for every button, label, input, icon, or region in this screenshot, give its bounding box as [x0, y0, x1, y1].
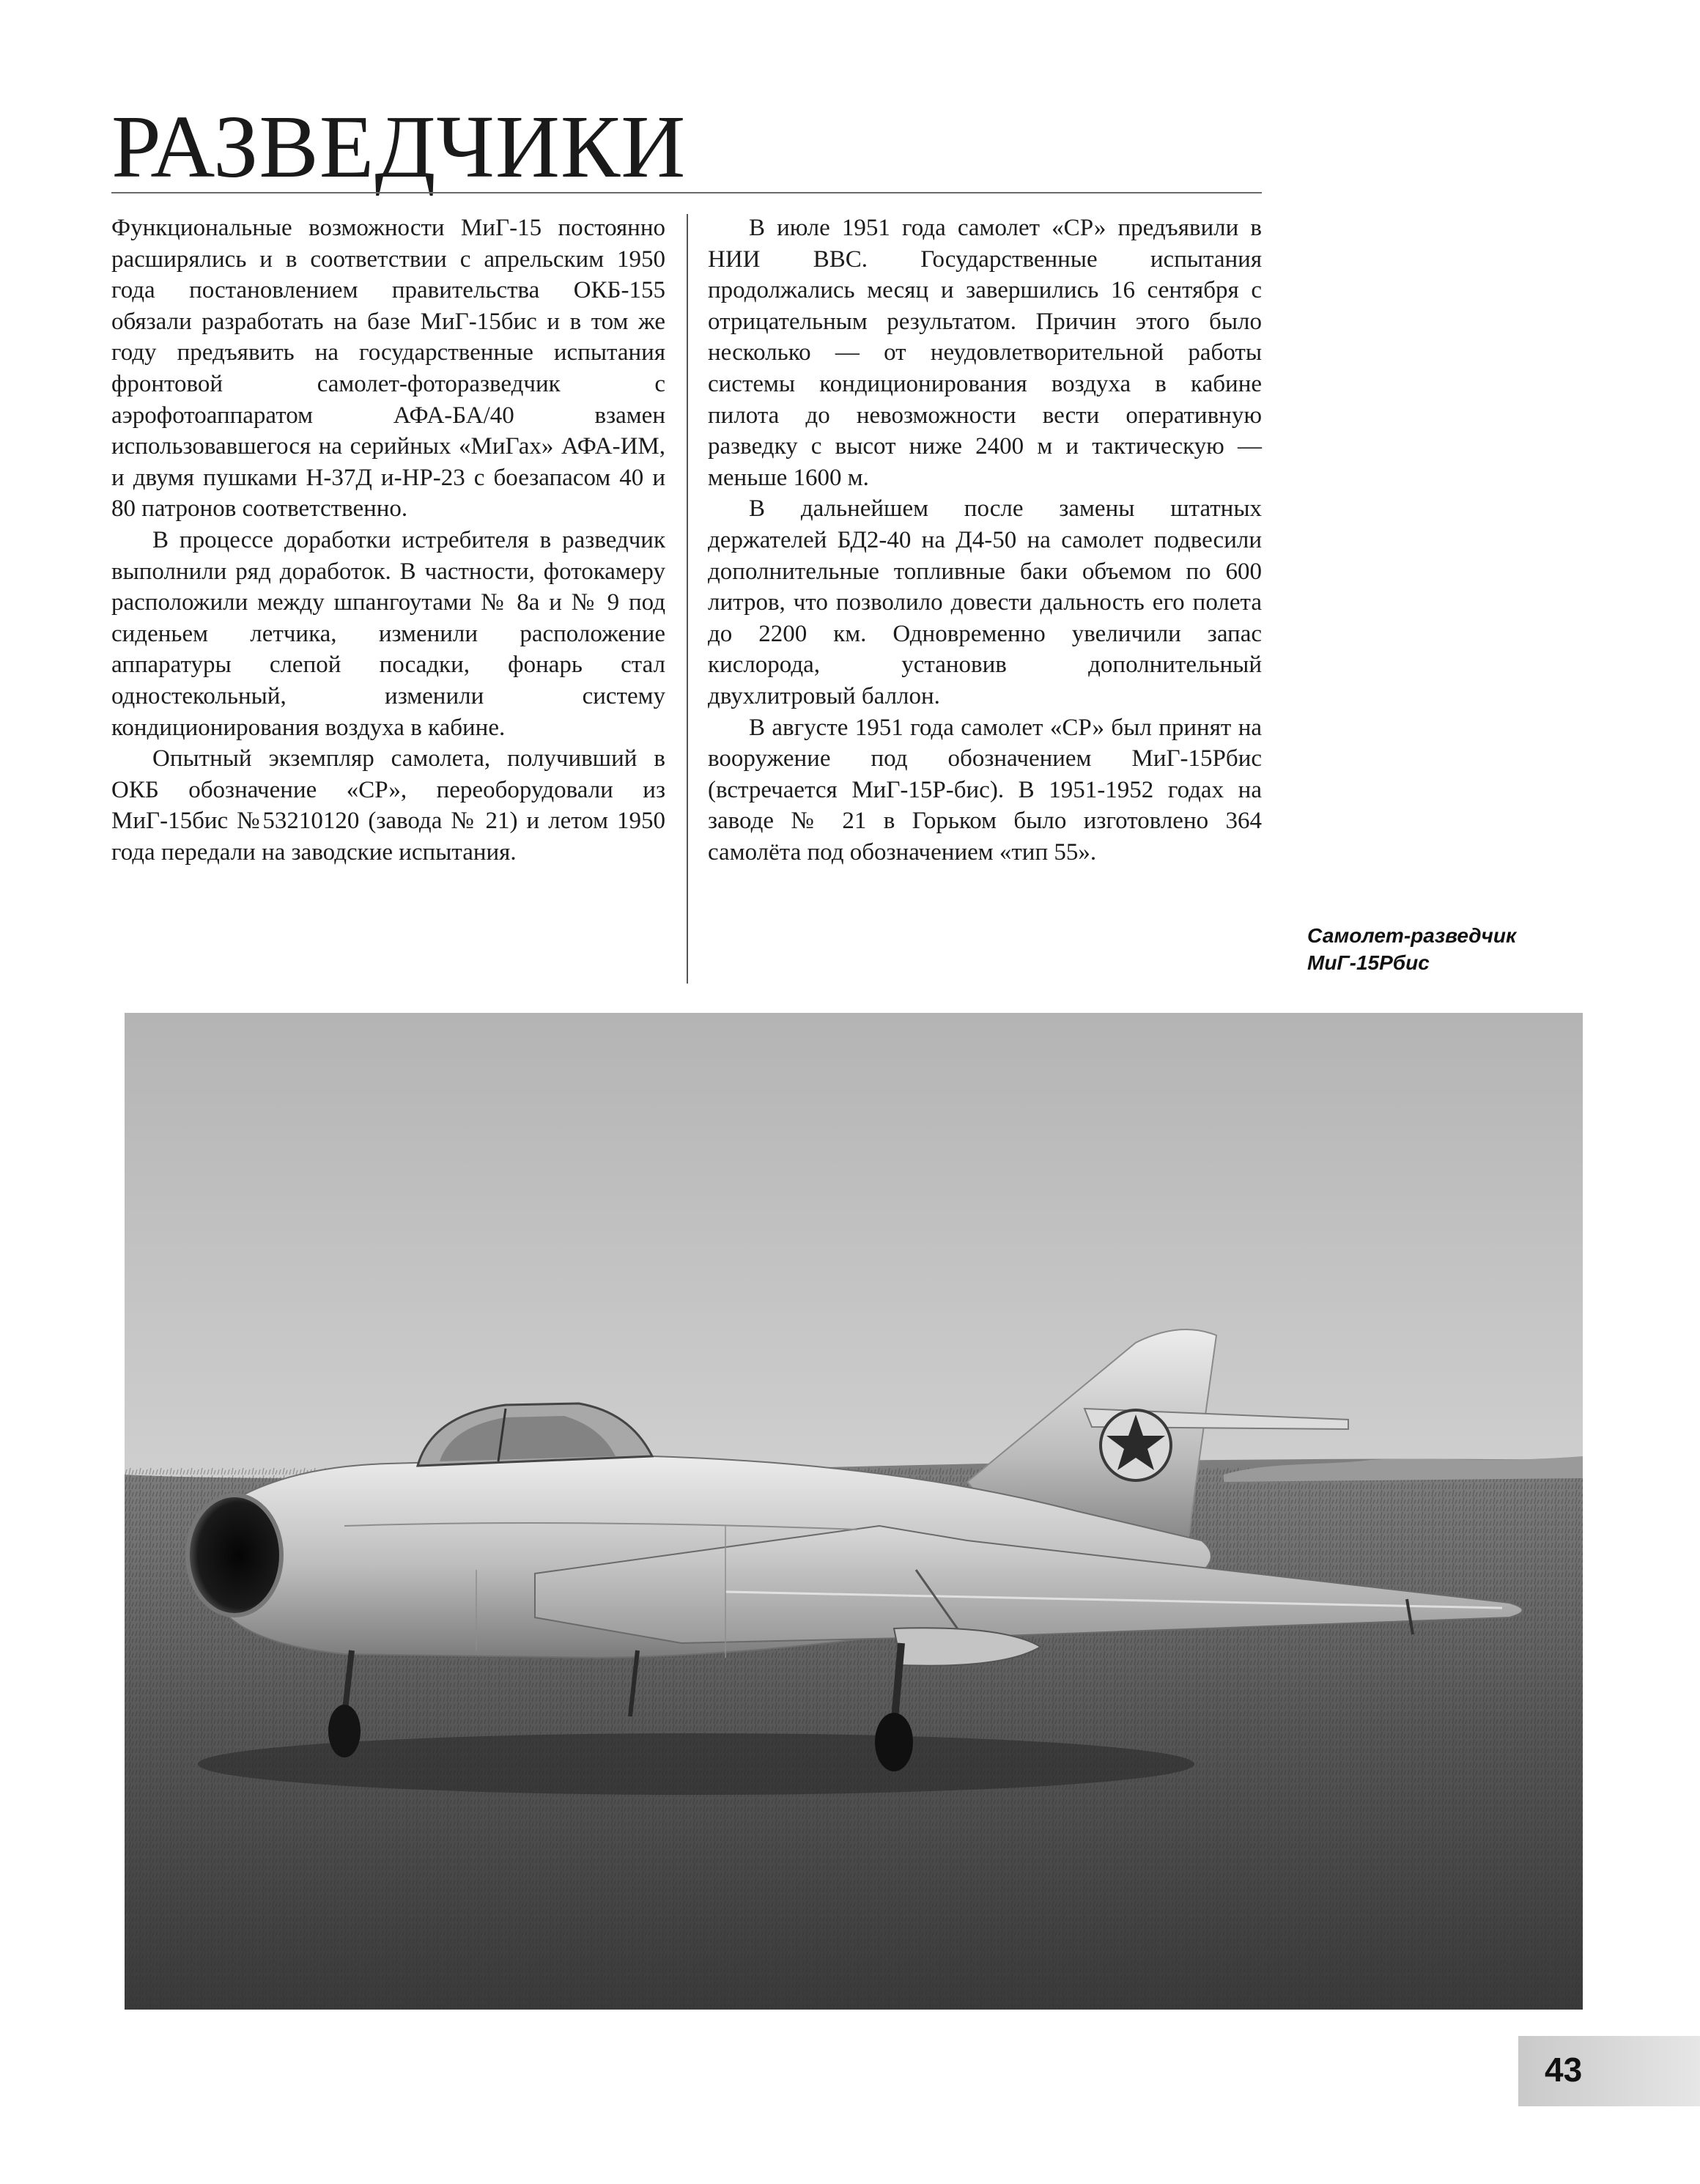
- text-column-left: [111, 213, 665, 868]
- sky: [125, 1013, 1583, 1482]
- title-divider: [111, 192, 1262, 193]
- aircraft-illustration: [125, 1013, 1583, 2010]
- caption-line: Самолет-разведчик: [1307, 924, 1517, 947]
- photo-caption: [1307, 922, 1527, 976]
- text-column-right: [708, 213, 1262, 868]
- paragraph: В процессе доработки истребителя в разведчик выполнили ряд доработок. В частности, фотокамеру расположили между шпангоутами № 8а и № 9 под сиденьем летчика, изменили расположение аппаратуры слепой посадки, фонарь стал одностекольный, изменили систему кондиционирования воздуха в кабине.: [111, 526, 665, 741]
- paragraph: В августе 1951 года самолет «СР» был принят на вооружение под обозначением МиГ-15Рбис (встречается МиГ-15Р-бис). В 1951-1952 годах на заводе № 21 в Горьком было изготовлено 364 самолёта под обозначением «тип 55».: [708, 714, 1262, 866]
- paragraph: В июле 1951 года самолет «СР» предъявили в НИИ ВВС. Государственные испытания продолжались месяц и завершились 16 сентября с отрицательным результатом. Причин этого было несколько — от неудовлетворительной работы системы кондиционирования воздуха в кабине пилота до невозможности вести оперативную разведку с высот ниже 2400 м и тактическую — меньше 1600 м.: [708, 215, 1262, 491]
- star-insignia: [1101, 1410, 1171, 1480]
- caption-line: МиГ-15Рбис: [1307, 951, 1430, 974]
- aircraft-photo: [125, 1013, 1583, 2010]
- paragraph: Опытный экземпляр самолета, получивший в ОКБ обозначение «СР», переоборудовали из МиГ-15бис №53210120 (завода № 21) и летом 1950 года передали на заводские испытания.: [111, 745, 665, 866]
- page-number: 43: [1545, 2051, 1583, 2089]
- paragraph: Функциональные возможности МиГ-15 постоянно расширялись и в соответствии с апрельским 1950 года постановлением правительства ОКБ-155 обязали разработать на базе МиГ-15бис и в том же году предъявить на государственные испытания фронтовой самолет-фоторазведчик с аэрофотоаппаратом АФА-БА/40 взамен использовавшегося на серийных «МиГах» АФА-ИМ, и двумя пушками Н-37Д и-НР-23 с боезапасом 40 и 80 патронов соответственно.: [111, 215, 665, 523]
- nose-intake: [188, 1495, 281, 1615]
- column-divider: [687, 214, 688, 984]
- paragraph: В дальнейшем после замены штатных держателей БД2-40 на Д4-50 на самолет подвесили дополнительные топливные баки объемом по 600 литров, что позволило довести дальность его полета до 2200 км. Одновременно увеличили запас кислорода, установив дополнительный двухлитровый баллон.: [708, 495, 1262, 709]
- page-title: РАЗВЕДЧИКИ: [111, 97, 687, 196]
